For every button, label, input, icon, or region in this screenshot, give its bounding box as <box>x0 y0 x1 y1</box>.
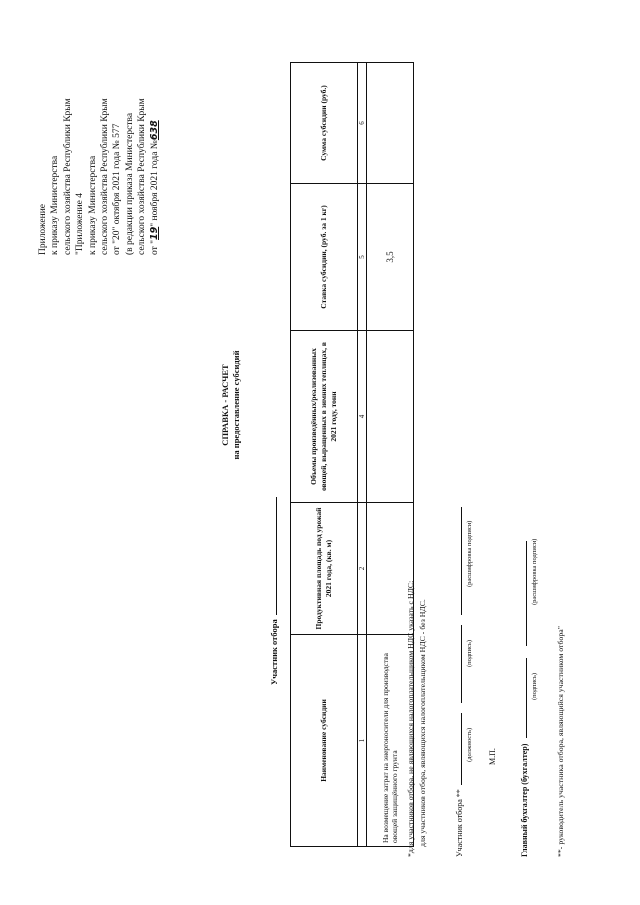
header-volume: Объемы произведённых/реализованных овощей, выращенных в зимних теплицах, в 2021 году, тонн <box>291 331 358 503</box>
approval-line: от "20" октября 2021 года № 577 <box>112 123 123 255</box>
accountant-decode-caption: (расшифровка подписи) <box>531 538 538 605</box>
column-number: 2 <box>358 503 367 635</box>
participant-line <box>268 497 279 685</box>
signer-decode-blank <box>453 507 462 615</box>
table-header-row <box>291 63 358 847</box>
column-number: 1 <box>358 635 367 847</box>
header-rate: Ставка субсидии, (руб. за 1 кг) <box>291 184 358 331</box>
participant-blank <box>268 497 277 615</box>
signer-line <box>453 507 464 857</box>
approval-date-prefix: от " <box>149 239 160 255</box>
header-sum: Сумма субсидии (руб.) <box>291 63 358 184</box>
approval-line: сельского хозяйства Республики Крым <box>62 98 73 255</box>
accountant-signature-blank <box>518 658 527 738</box>
approval-line: к приказу Министерства <box>50 155 61 255</box>
signer-signature-blank <box>453 625 462 703</box>
approval-line: "Приложение 4 <box>75 193 86 255</box>
document-title: СПРАВКА - РАСЧЕТ <box>220 364 230 446</box>
approval-line: к приказу Министерства <box>87 155 98 255</box>
header-subsidy-name: Наименование субсидии <box>291 635 358 847</box>
subsidy-table <box>290 62 414 847</box>
document-subtitle: на предоставление субсидий <box>231 350 241 460</box>
approval-line: (в редакции приказа Министерства <box>124 112 135 255</box>
column-number: 6 <box>358 63 367 184</box>
participant-label: Участник отбора <box>269 619 279 685</box>
signer-position-blank <box>453 713 462 785</box>
signer-position-caption: (должность) <box>466 727 473 762</box>
table-number-row <box>358 63 367 847</box>
approval-date-mid: " ноября 2021 года № <box>149 140 160 227</box>
volume-cell <box>367 331 414 503</box>
accountant-decode-blank <box>518 541 527 646</box>
column-number: 5 <box>358 184 367 331</box>
signer-signature-caption: (подпись) <box>466 640 473 667</box>
approval-number: 638 <box>148 120 160 141</box>
document-title-block <box>220 205 242 605</box>
signer-label: Участник отбора ** <box>455 789 464 857</box>
footnote-vat-2: для участников отбора, являющихся налогоплательщиком НДС - без НДС. <box>418 599 427 847</box>
footnote-head: **- руководитель участника отбора, являющийся участником отбора" <box>556 626 565 857</box>
subsidy-name-cell: На возмещение затрат на энергоносители для производства овощей защищённого грунта <box>367 635 414 847</box>
approval-line: Приложение <box>38 204 48 255</box>
approval-date-day: 19 <box>148 226 160 240</box>
sum-cell <box>367 63 414 184</box>
approval-line: сельского хозяйства Республики Крым <box>100 98 111 255</box>
footnote-vat-1: *для участников отбора, не являющихся налогоплательщиком НДС указать с НДС; <box>406 580 415 857</box>
accountant-label: Главный бухгалтер (бухгалтер) <box>520 743 529 857</box>
header-area: Продуктивная площадь под урожай 2021 года, (кв. м) <box>291 503 358 635</box>
column-number: 4 <box>358 331 367 503</box>
approval-line: сельского хозяйства Республики Крым <box>137 98 148 255</box>
accountant-line <box>518 541 529 857</box>
approval-date-line <box>149 15 161 255</box>
stamp-place: М.П. <box>488 748 497 765</box>
approval-block <box>37 15 161 255</box>
rate-cell: 3,5 <box>367 184 414 331</box>
signer-decode-caption: (расшифровка подписи) <box>466 520 473 587</box>
accountant-signature-caption: (подпись) <box>531 673 538 700</box>
